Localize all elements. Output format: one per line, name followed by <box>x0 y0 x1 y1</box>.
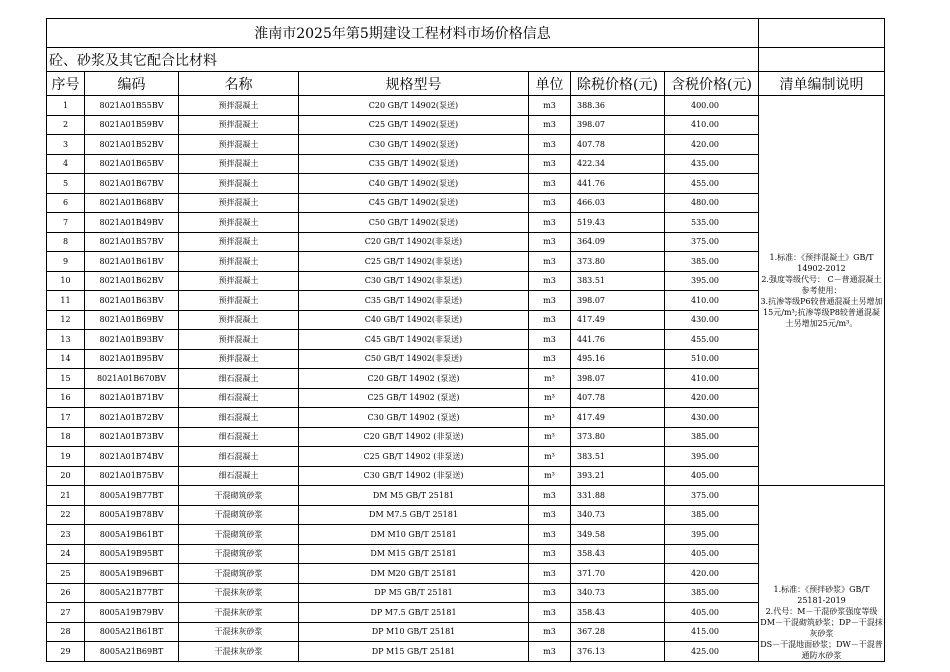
cell-price-ex-tax: 383.51 <box>571 271 665 291</box>
cell-price-in-tax: 375.00 <box>665 486 759 506</box>
cell-code: 8021A01B72BV <box>85 408 179 428</box>
cell-price-ex-tax: 358.43 <box>571 544 665 564</box>
cell-code: 8021A01B61BV <box>85 252 179 272</box>
cell-price-ex-tax: 340.73 <box>571 505 665 525</box>
cell-price-ex-tax: 383.51 <box>571 447 665 467</box>
price-table <box>46 18 885 662</box>
cell-no: 8 <box>47 232 85 252</box>
cell-price-in-tax: 420.00 <box>665 564 759 584</box>
cell-price-ex-tax: 358.43 <box>571 603 665 623</box>
cell-code: 8005A21B61BT <box>85 622 179 642</box>
cell-no: 6 <box>47 193 85 213</box>
cell-code: 8005A19B77BT <box>85 486 179 506</box>
cell-spec: C40 GB/T 14902(泵送) <box>299 174 529 194</box>
cell-price-in-tax: 385.00 <box>665 252 759 272</box>
cell-name: 预拌混凝土 <box>179 115 299 135</box>
cell-no: 10 <box>47 271 85 291</box>
cell-code: 8021A01B63BV <box>85 291 179 311</box>
cell-name: 细石混凝土 <box>179 369 299 389</box>
cell-price-ex-tax: 388.36 <box>571 96 665 116</box>
cell-spec: C30 GB/T 14902(泵送) <box>299 135 529 155</box>
cell-price-in-tax: 425.00 <box>665 642 759 662</box>
cell-spec: C45 GB/T 14902(非泵送) <box>299 330 529 350</box>
cell-spec: C20 GB/T 14902(非泵送) <box>299 232 529 252</box>
cell-no: 26 <box>47 583 85 603</box>
cell-price-ex-tax: 417.49 <box>571 408 665 428</box>
price-sheet <box>46 18 885 662</box>
cell-spec: C20 GB/T 14902 (泵送) <box>299 369 529 389</box>
header-code: 编码 <box>85 72 179 96</box>
table-row <box>47 96 885 116</box>
cell-no: 21 <box>47 486 85 506</box>
cell-name: 预拌混凝土 <box>179 213 299 233</box>
cell-price-ex-tax: 340.73 <box>571 583 665 603</box>
cell-price-ex-tax: 495.16 <box>571 349 665 369</box>
cell-price-ex-tax: 393.21 <box>571 466 665 486</box>
section-side-cell <box>759 48 885 72</box>
cell-no: 22 <box>47 505 85 525</box>
cell-name: 预拌混凝土 <box>179 232 299 252</box>
cell-code: 8021A01B57BV <box>85 232 179 252</box>
cell-name: 预拌混凝土 <box>179 96 299 116</box>
cell-name: 预拌混凝土 <box>179 291 299 311</box>
cell-no: 24 <box>47 544 85 564</box>
cell-spec: C25 GB/T 14902(非泵送) <box>299 252 529 272</box>
cell-spec: C25 GB/T 14902 (泵送) <box>299 388 529 408</box>
cell-spec: C50 GB/T 14902(非泵送) <box>299 349 529 369</box>
cell-code: 8021A01B71BV <box>85 388 179 408</box>
cell-code: 8005A19B78BV <box>85 505 179 525</box>
cell-price-ex-tax: 364.09 <box>571 232 665 252</box>
cell-price-in-tax: 410.00 <box>665 291 759 311</box>
title-side-cell <box>759 19 885 48</box>
cell-name: 干混砌筑砂浆 <box>179 544 299 564</box>
cell-no: 27 <box>47 603 85 623</box>
cell-price-in-tax: 385.00 <box>665 505 759 525</box>
cell-code: 8021A01B55BV <box>85 96 179 116</box>
cell-code: 8021A01B49BV <box>85 213 179 233</box>
cell-name: 细石混凝土 <box>179 447 299 467</box>
cell-price-in-tax: 455.00 <box>665 330 759 350</box>
cell-no: 2 <box>47 115 85 135</box>
cell-code: 8021A01B62BV <box>85 271 179 291</box>
cell-spec: DM M10 GB/T 25181 <box>299 525 529 545</box>
cell-spec: C40 GB/T 14902(非泵送) <box>299 310 529 330</box>
cell-spec: C30 GB/T 14902 (非泵送) <box>299 466 529 486</box>
cell-price-ex-tax: 376.13 <box>571 642 665 662</box>
cell-price-ex-tax: 331.88 <box>571 486 665 506</box>
section-title: 砼、砂浆及其它配合比材料 <box>47 48 759 72</box>
cell-code: 8021A01B68BV <box>85 193 179 213</box>
cell-price-ex-tax: 407.78 <box>571 388 665 408</box>
cell-spec: DP M7.5 GB/T 25181 <box>299 603 529 623</box>
cell-no: 5 <box>47 174 85 194</box>
cell-price-ex-tax: 441.76 <box>571 330 665 350</box>
cell-price-in-tax: 410.00 <box>665 115 759 135</box>
cell-no: 9 <box>47 252 85 272</box>
cell-unit: m3 <box>529 135 571 155</box>
cell-code: 8021A01B74BV <box>85 447 179 467</box>
cell-price-ex-tax: 519.43 <box>571 213 665 233</box>
cell-price-in-tax: 395.00 <box>665 525 759 545</box>
cell-name: 预拌混凝土 <box>179 174 299 194</box>
cell-price-ex-tax: 367.28 <box>571 622 665 642</box>
header-unit: 单位 <box>529 72 571 96</box>
cell-price-ex-tax: 349.58 <box>571 525 665 545</box>
cell-price-in-tax: 510.00 <box>665 349 759 369</box>
cell-unit: m3 <box>529 193 571 213</box>
cell-price-in-tax: 405.00 <box>665 466 759 486</box>
cell-price-ex-tax: 373.80 <box>571 252 665 272</box>
cell-unit: m3 <box>529 252 571 272</box>
header-no: 序号 <box>47 72 85 96</box>
note-line: DS－干混地面砂浆；DW－干混普通防水砂浆 <box>760 639 883 660</box>
cell-no: 7 <box>47 213 85 233</box>
cell-unit: m³ <box>529 408 571 428</box>
cell-no: 4 <box>47 154 85 174</box>
cell-spec: C20 GB/T 14902(泵送) <box>299 96 529 116</box>
cell-price-ex-tax: 398.07 <box>571 115 665 135</box>
cell-price-ex-tax: 422.34 <box>571 154 665 174</box>
cell-name: 预拌混凝土 <box>179 330 299 350</box>
cell-spec: C35 GB/T 14902(泵送) <box>299 154 529 174</box>
cell-unit: m3 <box>529 486 571 506</box>
cell-price-ex-tax: 441.76 <box>571 174 665 194</box>
cell-unit: m3 <box>529 154 571 174</box>
cell-name: 细石混凝土 <box>179 427 299 447</box>
cell-name: 干混抹灰砂浆 <box>179 642 299 662</box>
cell-name: 细石混凝土 <box>179 408 299 428</box>
cell-price-ex-tax: 407.78 <box>571 135 665 155</box>
cell-spec: C30 GB/T 14902(非泵送) <box>299 271 529 291</box>
mortar-notes <box>759 486 885 662</box>
note-line: 3.抗渗等级P6较普通混凝土另增加15元/m³;抗渗等级P8较普通混凝土另增加25元/m³。 <box>760 297 883 328</box>
cell-no: 28 <box>47 622 85 642</box>
cell-code: 8021A01B73BV <box>85 427 179 447</box>
header-spec: 规格型号 <box>299 72 529 96</box>
cell-spec: C25 GB/T 14902(泵送) <box>299 115 529 135</box>
cell-price-in-tax: 400.00 <box>665 96 759 116</box>
note-line: 1.标准：《预拌砂浆》GB/T 25181-2019 <box>773 584 870 605</box>
cell-code: 8021A01B75BV <box>85 466 179 486</box>
cell-unit: m³ <box>529 447 571 467</box>
cell-code: 8005A19B96BT <box>85 564 179 584</box>
note-line: 2.强度等级代号： C－普通混凝土参考使用： <box>761 275 882 295</box>
cell-price-in-tax: 395.00 <box>665 447 759 467</box>
cell-spec: C45 GB/T 14902(泵送) <box>299 193 529 213</box>
note-line: DM－干混砌筑砂浆；DP－干混抹灰砂浆 <box>760 617 883 638</box>
cell-name: 干混砌筑砂浆 <box>179 564 299 584</box>
table-row <box>47 486 885 506</box>
cell-name: 预拌混凝土 <box>179 252 299 272</box>
cell-unit: m3 <box>529 232 571 252</box>
cell-unit: m3 <box>529 564 571 584</box>
cell-price-in-tax: 480.00 <box>665 193 759 213</box>
cell-price-in-tax: 455.00 <box>665 174 759 194</box>
cell-unit: m3 <box>529 291 571 311</box>
cell-price-ex-tax: 371.70 <box>571 564 665 584</box>
cell-spec: C30 GB/T 14902 (泵送) <box>299 408 529 428</box>
cell-code: 8021A01B65BV <box>85 154 179 174</box>
cell-code: 8021A01B95BV <box>85 349 179 369</box>
cell-spec: DP M10 GB/T 25181 <box>299 622 529 642</box>
cell-unit: m3 <box>529 603 571 623</box>
cell-no: 1 <box>47 96 85 116</box>
cell-name: 预拌混凝土 <box>179 154 299 174</box>
cell-code: 8021A01B670BV <box>85 369 179 389</box>
cell-name: 干混抹灰砂浆 <box>179 603 299 623</box>
cell-price-in-tax: 415.00 <box>665 622 759 642</box>
cell-no: 14 <box>47 349 85 369</box>
cell-spec: C20 GB/T 14902 (非泵送) <box>299 427 529 447</box>
cell-unit: m3 <box>529 349 571 369</box>
cell-name: 预拌混凝土 <box>179 310 299 330</box>
cell-no: 19 <box>47 447 85 467</box>
cell-unit: m3 <box>529 213 571 233</box>
cell-spec: DM M5 GB/T 25181 <box>299 486 529 506</box>
cell-price-in-tax: 430.00 <box>665 408 759 428</box>
cell-unit: m3 <box>529 96 571 116</box>
cell-unit: m3 <box>529 642 571 662</box>
cell-price-ex-tax: 398.07 <box>571 369 665 389</box>
cell-price-in-tax: 395.00 <box>665 271 759 291</box>
cell-price-in-tax: 385.00 <box>665 427 759 447</box>
cell-price-in-tax: 430.00 <box>665 310 759 330</box>
cell-unit: m3 <box>529 622 571 642</box>
cell-unit: m3 <box>529 544 571 564</box>
cell-unit: m³ <box>529 388 571 408</box>
cell-spec: C35 GB/T 14902(非泵送) <box>299 291 529 311</box>
cell-unit: m3 <box>529 583 571 603</box>
cell-price-ex-tax: 466.03 <box>571 193 665 213</box>
cell-code: 8005A21B69BT <box>85 642 179 662</box>
cell-spec: DP M5 GB/T 25181 <box>299 583 529 603</box>
cell-unit: m³ <box>529 466 571 486</box>
cell-unit: m3 <box>529 115 571 135</box>
cell-price-ex-tax: 373.80 <box>571 427 665 447</box>
cell-name: 干混砌筑砂浆 <box>179 525 299 545</box>
cell-name: 干混砌筑砂浆 <box>179 486 299 506</box>
cell-name: 预拌混凝土 <box>179 193 299 213</box>
cell-no: 12 <box>47 310 85 330</box>
cell-price-in-tax: 420.00 <box>665 135 759 155</box>
cell-no: 20 <box>47 466 85 486</box>
cell-code: 8021A01B67BV <box>85 174 179 194</box>
concrete-notes <box>759 96 885 486</box>
cell-price-in-tax: 535.00 <box>665 213 759 233</box>
cell-no: 13 <box>47 330 85 350</box>
cell-price-in-tax: 385.00 <box>665 583 759 603</box>
note-line: 2.代号：M－干混砂浆强度等级 <box>765 606 878 616</box>
cell-name: 预拌混凝土 <box>179 349 299 369</box>
cell-code: 8005A21B77BT <box>85 583 179 603</box>
cell-code: 8021A01B93BV <box>85 330 179 350</box>
cell-spec: DM M20 GB/T 25181 <box>299 564 529 584</box>
cell-unit: m³ <box>529 369 571 389</box>
cell-unit: m3 <box>529 505 571 525</box>
sheet-title: 淮南市2025年第5期建设工程材料市场价格信息 <box>47 19 759 48</box>
cell-unit: m3 <box>529 310 571 330</box>
cell-name: 细石混凝土 <box>179 388 299 408</box>
cell-code: 8005A19B95BT <box>85 544 179 564</box>
cell-code: 8021A01B52BV <box>85 135 179 155</box>
cell-price-in-tax: 405.00 <box>665 544 759 564</box>
cell-name: 干混砌筑砂浆 <box>179 505 299 525</box>
cell-code: 8021A01B59BV <box>85 115 179 135</box>
cell-price-in-tax: 405.00 <box>665 603 759 623</box>
cell-price-ex-tax: 398.07 <box>571 291 665 311</box>
cell-no: 25 <box>47 564 85 584</box>
cell-no: 3 <box>47 135 85 155</box>
cell-unit: m3 <box>529 525 571 545</box>
cell-unit: m³ <box>529 427 571 447</box>
header-price-ex-tax: 除税价格(元) <box>571 72 665 96</box>
note-line: 1.标准：《预拌混凝土》GB/T 14902-2012 <box>769 253 874 273</box>
cell-price-in-tax: 410.00 <box>665 369 759 389</box>
cell-no: 23 <box>47 525 85 545</box>
cell-name: 干混抹灰砂浆 <box>179 622 299 642</box>
cell-no: 16 <box>47 388 85 408</box>
cell-price-ex-tax: 417.49 <box>571 310 665 330</box>
cell-unit: m3 <box>529 271 571 291</box>
cell-no: 15 <box>47 369 85 389</box>
cell-code: 8021A01B69BV <box>85 310 179 330</box>
header-notes: 清单编制说明 <box>759 72 885 96</box>
cell-unit: m3 <box>529 330 571 350</box>
cell-price-in-tax: 435.00 <box>665 154 759 174</box>
cell-spec: C25 GB/T 14902 (非泵送) <box>299 447 529 467</box>
cell-price-in-tax: 420.00 <box>665 388 759 408</box>
cell-no: 18 <box>47 427 85 447</box>
cell-name: 预拌混凝土 <box>179 135 299 155</box>
cell-name: 干混抹灰砂浆 <box>179 583 299 603</box>
header-name: 名称 <box>179 72 299 96</box>
cell-spec: C50 GB/T 14902(泵送) <box>299 213 529 233</box>
cell-unit: m3 <box>529 174 571 194</box>
cell-no: 11 <box>47 291 85 311</box>
header-price-in-tax: 含税价格(元) <box>665 72 759 96</box>
cell-name: 细石混凝土 <box>179 466 299 486</box>
cell-no: 17 <box>47 408 85 428</box>
cell-code: 8005A19B79BV <box>85 603 179 623</box>
cell-spec: DP M15 GB/T 25181 <box>299 642 529 662</box>
cell-no: 29 <box>47 642 85 662</box>
cell-code: 8005A19B61BT <box>85 525 179 545</box>
cell-spec: DM M15 GB/T 25181 <box>299 544 529 564</box>
cell-spec: DM M7.5 GB/T 25181 <box>299 505 529 525</box>
cell-name: 预拌混凝土 <box>179 271 299 291</box>
cell-price-in-tax: 375.00 <box>665 232 759 252</box>
